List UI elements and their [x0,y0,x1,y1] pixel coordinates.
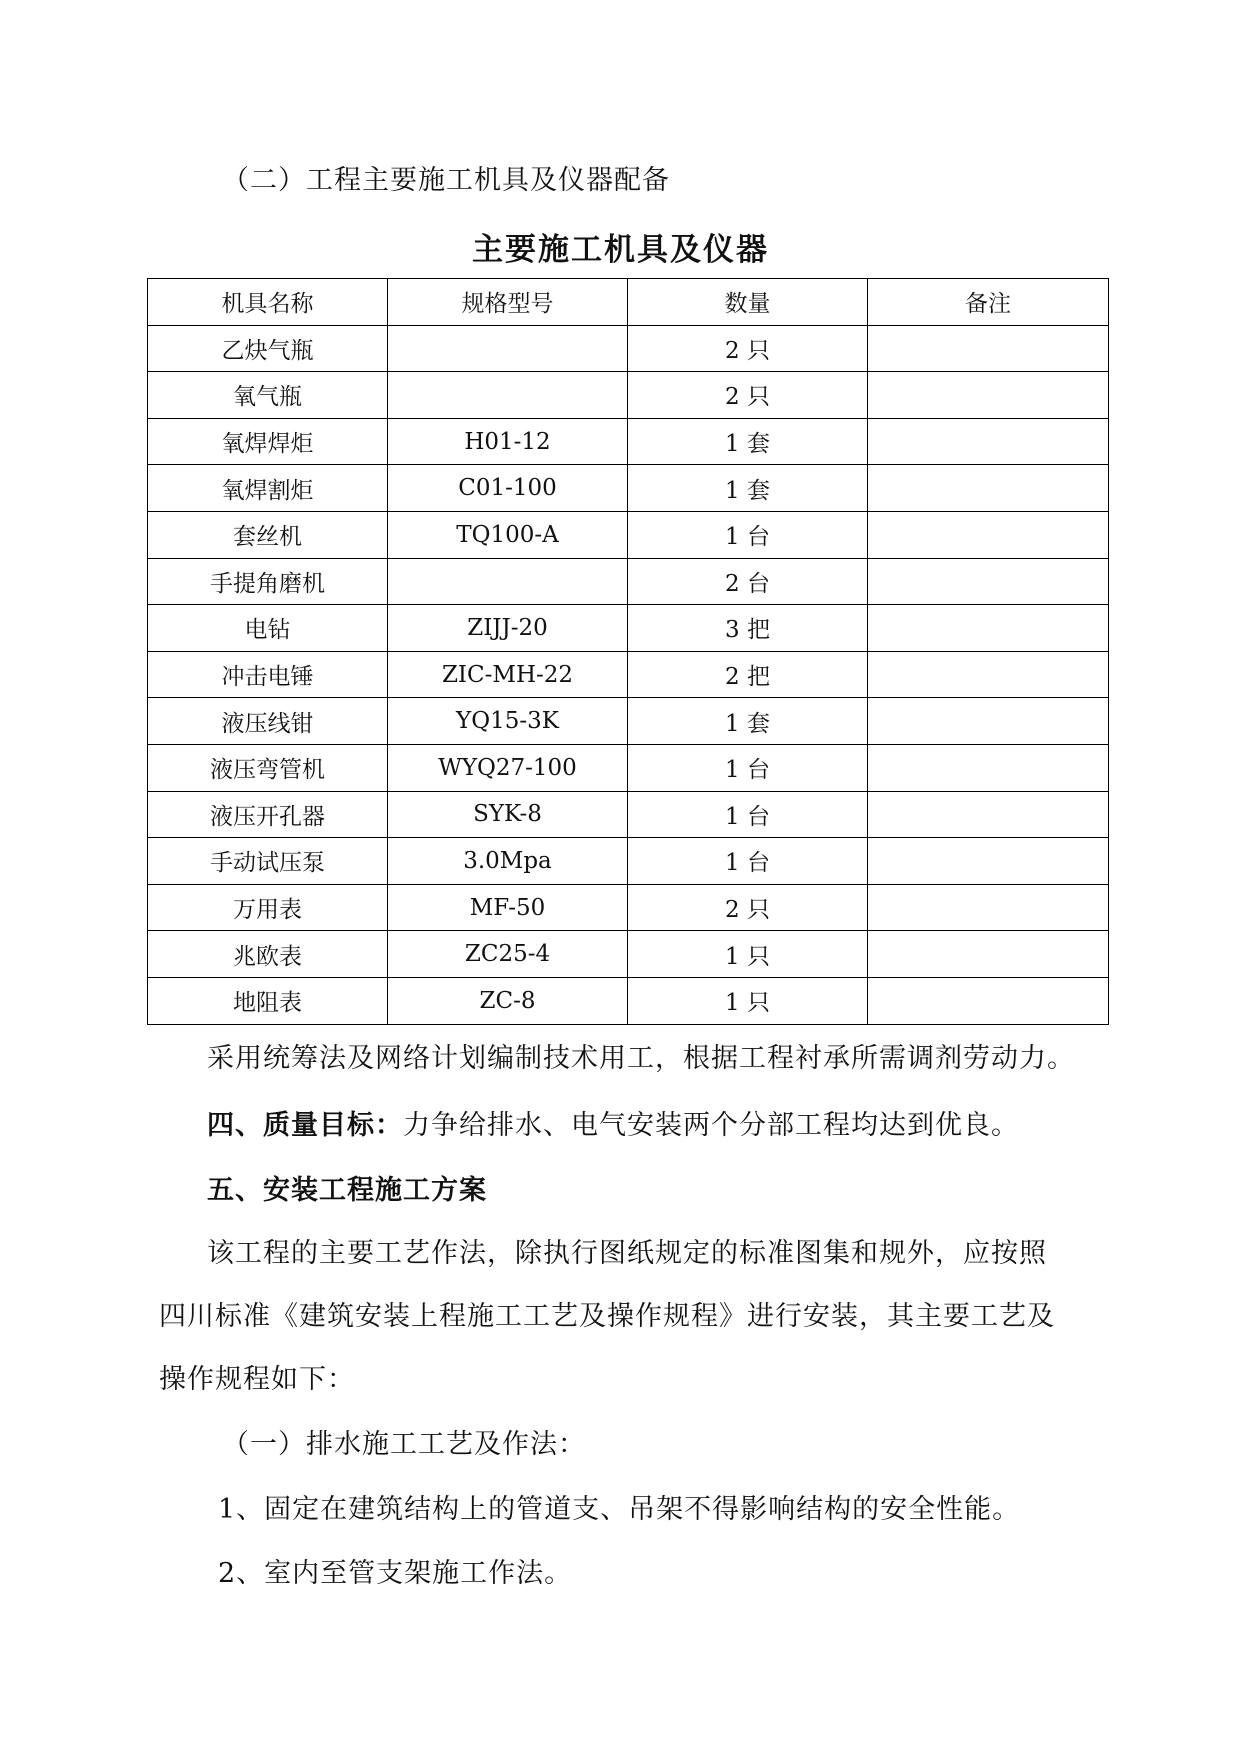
table-row [148,511,1109,558]
table-row [148,651,1109,698]
cell-remarks [868,744,1109,791]
cell-remarks [868,791,1109,838]
header-name: 机具名称 [148,279,388,326]
cell-quantity: 2 把 [628,651,868,698]
table-row [148,698,1109,745]
header-model: 规格型号 [388,279,628,326]
table-row [148,838,1109,885]
cell-quantity: 1 台 [628,744,868,791]
cell-quantity: 1 套 [628,698,868,745]
cell-remarks [868,698,1109,745]
cell-remarks [868,605,1109,652]
cell-model: ZIJJ-20 [388,605,628,652]
cell-name: 兆欧表 [148,931,388,978]
cell-quantity: 2 台 [628,558,868,605]
header-remarks: 备注 [868,279,1109,326]
intro-line-1: 该工程的主要工艺作法，除执行图纸规定的标准图集和规外，应按照 [207,1238,1047,1269]
cell-remarks [868,325,1109,372]
cell-name: 地阻表 [148,977,388,1024]
table-row [148,372,1109,419]
table-row [148,558,1109,605]
table-row [148,977,1109,1024]
cell-model: ZIC-MH-22 [388,651,628,698]
cell-quantity: 1 台 [628,791,868,838]
cell-name: 电钻 [148,605,388,652]
equipment-table [147,278,1109,1025]
cell-remarks [868,884,1109,931]
cell-remarks [868,838,1109,885]
header-quantity: 数量 [628,279,868,326]
cell-model: WYQ27-100 [388,744,628,791]
cell-name: 液压弯管机 [148,744,388,791]
cell-name: 手动试压泵 [148,838,388,885]
cell-model [388,325,628,372]
cell-remarks [868,931,1109,978]
cell-quantity: 1 台 [628,838,868,885]
cell-quantity: 1 台 [628,511,868,558]
cell-name: 氧焊割炬 [148,465,388,512]
intro-line-3: 操作规程如下： [159,1364,355,1395]
cell-quantity: 2 只 [628,325,868,372]
cell-name: 液压线钳 [148,698,388,745]
cell-model [388,372,628,419]
cell-quantity: 1 只 [628,931,868,978]
cell-remarks [868,558,1109,605]
table-row [148,325,1109,372]
cell-quantity: 3 把 [628,605,868,652]
cell-quantity: 2 只 [628,372,868,419]
cell-name: 套丝机 [148,511,388,558]
cell-model: C01-100 [388,465,628,512]
table-row [148,931,1109,978]
cell-name: 冲击电锤 [148,651,388,698]
cell-remarks [868,651,1109,698]
cell-name: 氧焊焊炬 [148,418,388,465]
table-row [148,791,1109,838]
cell-name: 液压开孔器 [148,791,388,838]
cell-remarks [868,372,1109,419]
cell-model: 3.0Mpa [388,838,628,885]
table-title: 主要施工机具及仪器 [472,232,769,268]
cell-quantity: 1 套 [628,418,868,465]
section-subheading: （二）工程主要施工机具及仪器配备 [222,165,670,196]
section5-heading: 五、安装工程施工方案 [207,1175,487,1206]
cell-quantity: 1 只 [628,977,868,1024]
quality-target-label: 四、质量目标： [207,1110,403,1141]
item-2: 2、室内至管支架施工作法。 [218,1558,573,1589]
cell-quantity: 2 只 [628,884,868,931]
intro-line-2: 四川标准《建筑安装上程施工工艺及操作规程》进行安装，其主要工艺及 [159,1301,1055,1332]
cell-model: MF-50 [388,884,628,931]
table-row [148,418,1109,465]
item-1: 1、固定在建筑结构上的管道支、吊架不得影响结构的安全性能。 [218,1494,1021,1525]
cell-model: ZC25-4 [388,931,628,978]
cell-remarks [868,977,1109,1024]
cell-model [388,558,628,605]
cell-quantity: 1 套 [628,465,868,512]
table-row [148,605,1109,652]
cell-model: YQ15-3K [388,698,628,745]
table-row [148,465,1109,512]
cell-model: TQ100-A [388,511,628,558]
cell-name: 乙炔气瓶 [148,325,388,372]
cell-model: H01-12 [388,418,628,465]
cell-remarks [868,511,1109,558]
cell-remarks [868,418,1109,465]
cell-name: 手提角磨机 [148,558,388,605]
cell-model: ZC-8 [388,977,628,1024]
table-row [148,744,1109,791]
cell-model: SYK-8 [388,791,628,838]
cell-name: 氧气瓶 [148,372,388,419]
subsection1-heading: （一）排水施工工艺及作法： [222,1429,586,1460]
quality-target [207,1103,1019,1142]
table-header-row [148,279,1109,326]
cell-name: 万用表 [148,884,388,931]
labor-paragraph: 采用统筹法及网络计划编制技术用工，根据工程衬承所需调剂劳动力。 [207,1043,1075,1074]
table-row [148,884,1109,931]
quality-target-text: 力争给排水、电气安装两个分部工程均达到优良。 [403,1110,1019,1141]
cell-remarks [868,465,1109,512]
